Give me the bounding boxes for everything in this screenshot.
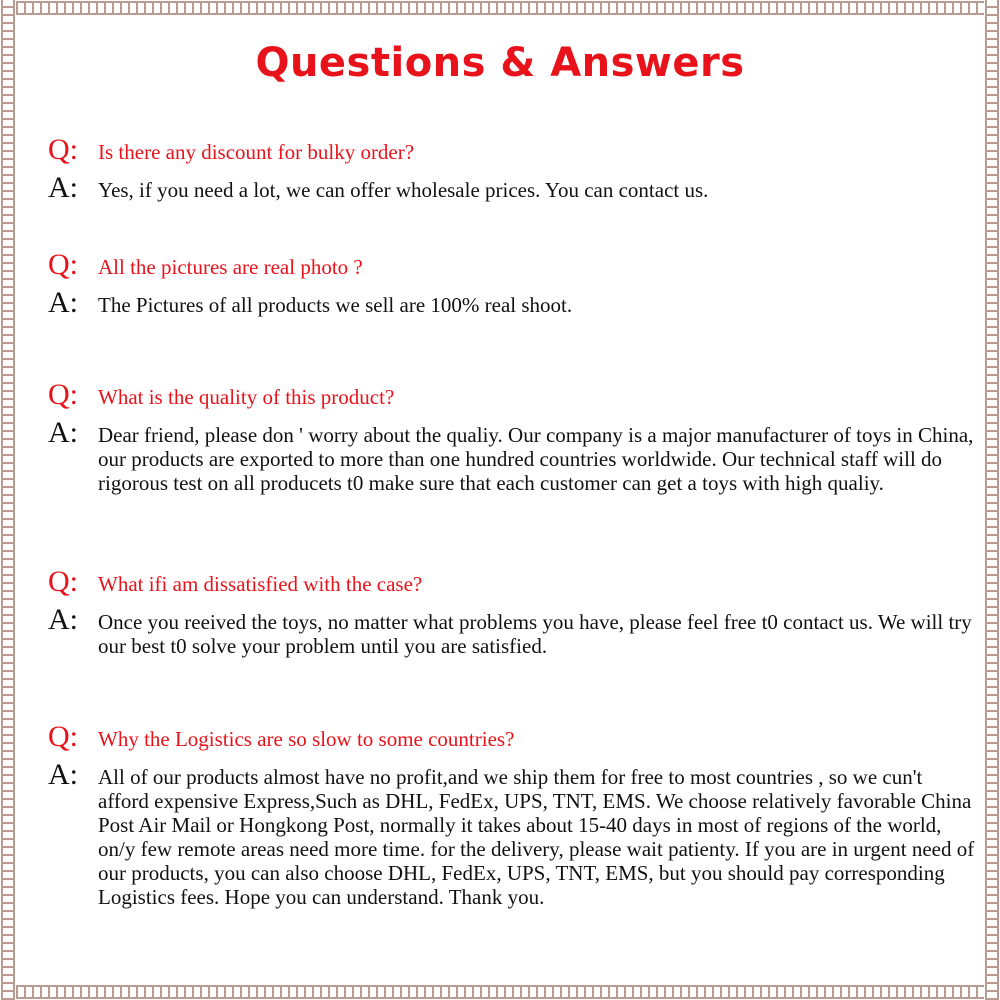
answer-mark-label: A:	[48, 171, 78, 204]
answer-mark-label: A:	[48, 416, 78, 449]
qa-item-2	[48, 250, 978, 318]
question-text: All the pictures are real photo ?	[98, 255, 363, 279]
answer-mark-label: A:	[48, 603, 78, 636]
qa-item-3	[48, 380, 978, 495]
question-mark-label: Q:	[48, 248, 78, 281]
question-text: What is the quality of this product?	[98, 385, 395, 409]
question-mark-label: Q:	[48, 720, 78, 753]
border-bottom	[0, 984, 1000, 1000]
question-mark-label: Q:	[48, 565, 78, 598]
answer-text: Dear friend, please don ' worry about the qualiy. Our company is a major manufacturer of toys in China, our products are exported to more than one hundred countries worldwide. Our technical staff will do rigorous test on all producets t0 make sure that each customer can get a toys with high qualiy.	[98, 423, 974, 495]
answer-mark-label: A:	[48, 758, 78, 791]
question-text: Why the Logistics are so slow to some countries?	[98, 727, 515, 751]
border-top	[0, 0, 1000, 16]
question-text: Is there any discount for bulky order?	[98, 140, 415, 164]
qa-item-5	[48, 722, 978, 909]
question-mark-label: Q:	[48, 378, 78, 411]
question-mark-label: Q:	[48, 133, 78, 166]
answer-text: The Pictures of all products we sell are 100% real shoot.	[98, 293, 573, 317]
qa-item-1	[48, 135, 978, 203]
border-right	[984, 0, 1000, 1000]
answer-text: Yes, if you need a lot, we can offer wholesale prices. You can contact us.	[98, 178, 709, 202]
answer-text: All of our products almost have no profit,and we ship them for free to most countries , so we cun't afford expensive Express,Such as DHL, FedEx, UPS, TNT, EMS. We choose relatively favorable China Post Air Mail or Hongkong Post, normally it takes about 15-40 days in most of regions of the world, on/y few remote areas need more time. for the delivery, please wait patienty. If you are in urgent need of our products, you can also choose DHL, FedEx, UPS, TNT, EMS, but you should pay corresponding Logistics fees. Hope you can understand. Thank you.	[98, 765, 975, 909]
answer-mark-label: A:	[48, 286, 78, 319]
border-left	[0, 0, 16, 1000]
page-title: Questions & Answers	[255, 40, 745, 86]
question-text: What ifi am dissatisfied with the case?	[98, 572, 423, 596]
qa-item-4	[48, 567, 978, 658]
answer-text: Once you reeived the toys, no matter what problems you have, please feel free t0 contact us. We will try our best t0 solve your problem until you are satisfied.	[98, 610, 972, 658]
